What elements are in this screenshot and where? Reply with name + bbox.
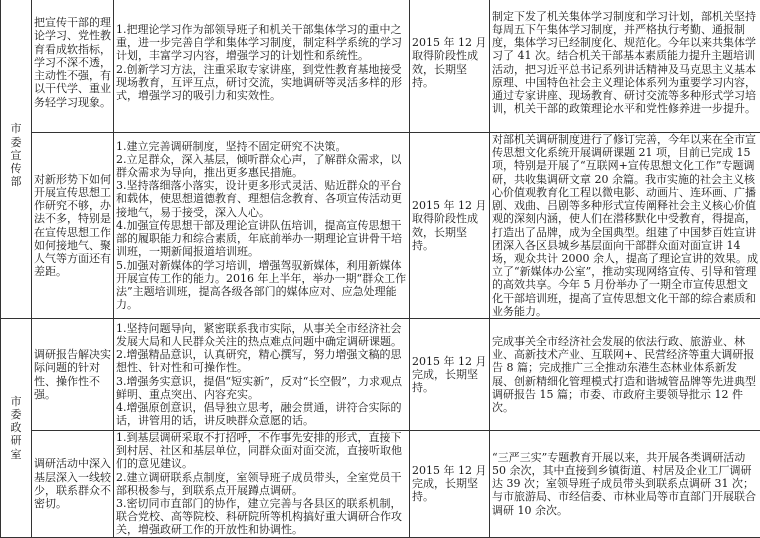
result-text: 对部机关调研制度进行了修订完善，今年以来在全市宣传思想文化系统开展调研课题 21 项，目前已完成 15 项，特别是开展了“互联网+宣传思想文化工作”专题调研，共收集调研文章 20 余篇。我市实施的社会主义核心价值观教育化工程以微电影、动画片、连环画、广播剧、戏曲、吕剧等多种形式宣传阐释社会主义核心价值观的深刻内涵，使人们在潜移默化中受教育，得提高，打造出了品牌，成为全国典型。组建了中国梦百姓宣讲团深入各区县城乡基层面向干部群众面对面宣讲 14 场，观众共计 2000 余人，提高了理论宣讲的效果。成立了“新媒体办公室”，推动实现网络宣传、引导和管理的高效共享。今年 5 月份举办了一期全市宣传思想文化干部培训班，提高了宣传思想文化干部的综合素质和业务能力。 [492, 133, 758, 318]
measure-item: 2.建立调研联系点制度，室领导班子成员带头，全室党员干部积极参与，到联系点开展蹲点调研。 [116, 471, 407, 497]
result-cell [490, 431, 760, 538]
measure-item: 3.增强务实意识，提倡“短实新”，反对“长空假”，力求观点鲜明、重点突出、内容充实。 [116, 375, 407, 401]
table-row [1, 431, 760, 538]
deadline-cell [410, 319, 490, 431]
department-name: 市委宣传部 [10, 122, 23, 188]
result-text: “三严三实”专题教育开展以来，共开展各类调研活动 50 余次，其中直接到乡镇街道、村居及企业工厂调研达 39 次；室领导班子成员带头到联系点调研 31 次；与市旅游局、市经信委、市林业局等市直部门开展联合调研 10 余次。 [492, 451, 758, 517]
problem-text: 对新形势下如何开展宣传思想工作研究不够，办法不多，特别是在宣传思想工作如何接地气、聚人气等方面还有差距。 [34, 173, 111, 279]
measures-cell [114, 133, 410, 319]
measure-item: 2.创新学习方法，注重采取专家讲座，到党性教育基地接受现场教育，互评互点，研讨交流，实地调研等灵活多样的形式，增强学习的吸引力和实效性。 [116, 63, 407, 103]
department-name: 市委政研室 [10, 395, 23, 461]
measure-item: 1.把理论学习作为部领导班子和机关干部集体学习的重中之重，进一步完善自学和集体学习制度，制定科学系统的学习计划，丰富学习内容，增强学习的计划性和系统性。 [116, 23, 407, 63]
measure-item: 1.到基层调研采取不打招呼，不作事先安排的形式，直接下到村居、社区和基层单位，同群众面对面交流，直接听取他们的意见建议。 [116, 431, 407, 471]
measure-item: 2.立足群众，深入基层，倾听群众心声，了解群众需求，以群众需求为导向，推出更多惠民措施。 [116, 153, 407, 179]
department-cell [1, 0, 32, 319]
problem-text: 把宣传干部的理论学习、党性教育看成软指标，学习不深不透，主动性不强，有以干代学、重业务轻学习现象。 [34, 16, 111, 108]
table-row [1, 0, 760, 133]
problem-cell [32, 0, 114, 133]
problem-text: 调研活动中深入基层深入一线较少，联系群众不密切。 [34, 457, 111, 510]
measure-item: 4.加强宣传思想干部及理论宣讲队伍培训，提高宣传思想干部的履职能力和综合素质，年底前举办一期理论宣讲骨干培训班，一期新闻报道培训班。 [116, 219, 407, 259]
deadline-text: 2015 年 12 月完成，长期坚持。 [412, 464, 487, 504]
deadline-cell [410, 0, 490, 133]
department-cell [1, 319, 32, 538]
deadline-cell [410, 431, 490, 538]
deadline-text: 2015 年 12 月完成，长期坚持。 [412, 355, 487, 395]
table-row [1, 133, 760, 319]
measures-cell [114, 431, 410, 538]
table-row [1, 319, 760, 431]
problem-cell [32, 133, 114, 319]
measures-cell [114, 0, 410, 133]
measure-item: 5.加强对新媒体的学习培训，增强驾驭新媒体，利用新媒体开展宣传工作的能力。2016 年上半年，举办一期“群众工作法”主题培训班，提高各级各部门的媒体应对、应急处理能力。 [116, 259, 407, 312]
result-text: 制定下发了机关集体学习制度和学习计划，部机关坚持每周五下午集体学习制度，并严格执行考勤、通报制度，集体学习已经制度化、规范化。今年以来共集体学习了 41 次。结合机关干部基本素质能力提升主题培训活动，把习近平总书记系列讲话精神及马克思主义基本原理、中国特色社会主义理论体系列为重要学习内容，通过专家讲座、现场教育、研讨交流等多种形式学习培训，机关干部的政策理论水平和党性修养进一步提升。 [492, 10, 758, 116]
measure-item: 2.增强精品意识，认真研究，精心撰写，努力增强文稿的思想性、针对性和可操作性。 [116, 348, 407, 374]
deadline-cell [410, 133, 490, 319]
result-text: 完成事关全市经济社会发展的依法行政、旅游业、林业、高新技术产业、互联网+、民营经济等重大调研报告 8 篇；完成推广三全推动东港生态林业体系新发展、创新精细化管理模式打造和谐城管品牌等先进典型调研报告 15 篇；市委、市政府主要领导批示 12 件次。 [492, 335, 758, 414]
result-cell [490, 133, 760, 319]
measure-item: 3.密切同市直部门的协作，建立完善与各县区的联系机制，联合党校、高等院校、科研院所等机构搞好重大调研合作攻关，增强政研工作的开放性和协调性。 [116, 497, 407, 537]
measure-item: 3.坚持落细落小落实，设计更多形式灵活、贴近群众的平台和载体，使思想道德教育、理想信念教育、各项宣传活动更接地气，易于接受，深入人心。 [116, 179, 407, 219]
deadline-text: 2015 年 12 月取得阶段性成效，长期坚持。 [412, 36, 487, 89]
problem-cell [32, 319, 114, 431]
measure-item: 4.增强原创意识，倡导独立思考，融会贯通，讲符合实际的话，讲管用的话，讲反映群众意愿的话。 [116, 401, 407, 427]
deadline-text: 2015 年 12 月取得阶段性成效，长期坚持。 [412, 199, 487, 252]
measure-item: 1.坚持问题导向，紧密联系我市实际，从事关全市经济社会发展大局和人民群众关注的热点难点问题中确定调研课题。 [116, 322, 407, 348]
problem-text: 调研报告解决实际问题的针对性、操作性不强。 [34, 348, 111, 401]
result-cell [490, 0, 760, 133]
measure-item: 1.建立完善调研制度，坚持不固定研究不决策。 [116, 140, 407, 153]
measures-cell [114, 319, 410, 431]
result-cell [490, 319, 760, 431]
problem-cell [32, 431, 114, 538]
